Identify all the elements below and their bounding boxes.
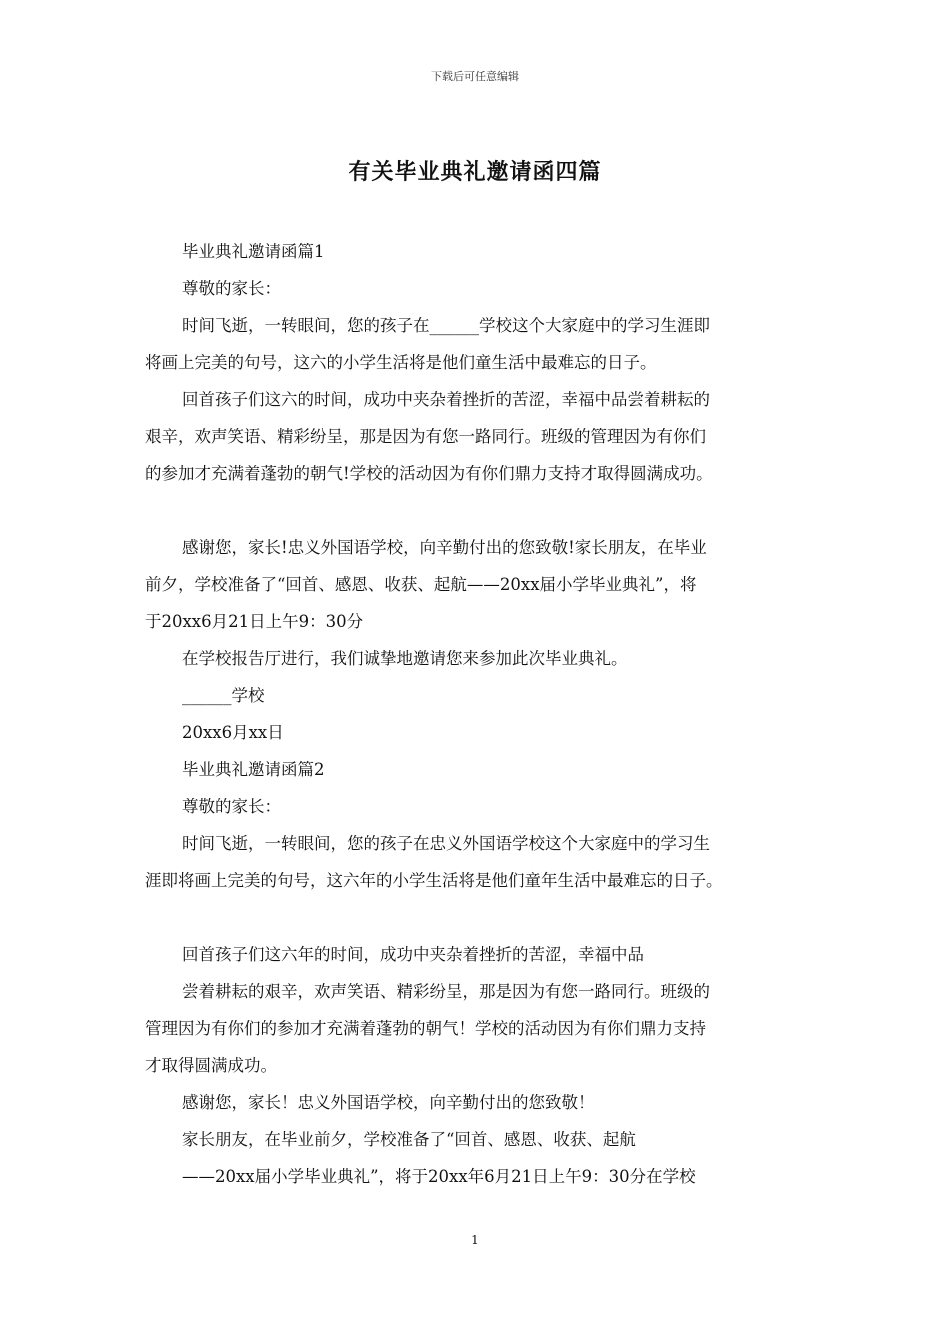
- section-heading-1: 毕业典礼邀请函篇1: [182, 242, 325, 261]
- document-body: [145, 233, 815, 1195]
- paragraph-line: 的参加才充满着蓬勃的朝气!学校的活动因为有你们鼎力支持才取得圆满成功。: [145, 464, 713, 483]
- section-heading-2: 毕业典礼邀请函篇2: [182, 760, 325, 779]
- paragraph-line: 艰辛，欢声笑语、精彩纷呈，那是因为有您一路同行。班级的管理因为有你们: [145, 427, 706, 446]
- paragraph-line: 感谢您，家长！忠义外国语学校，向辛勤付出的您致敬！: [182, 1093, 595, 1112]
- paragraph-line: 尝着耕耘的艰辛，欢声笑语、精彩纷呈，那是因为有您一路同行。班级的: [182, 982, 710, 1001]
- paragraph-line: 回首孩子们这六年的时间，成功中夹杂着挫折的苦涩，幸福中品: [182, 945, 644, 964]
- header-note: 下载后可任意编辑: [431, 70, 519, 83]
- blank-line: [145, 492, 815, 529]
- paragraph-line: 时间飞逝，一转眼间，您的孩子在忠义外国语学校这个大家庭中的学习生: [182, 834, 710, 853]
- salutation: 尊敬的家长：: [182, 797, 281, 816]
- salutation: 尊敬的家长：: [182, 279, 281, 298]
- paragraph-line: 时间飞逝，一转眼间，您的孩子在______学校这个大家庭中的学习生涯即: [182, 316, 710, 335]
- paragraph-line: 感谢您，家长!忠义外国语学校，向辛勤付出的您致敬!家长朋友，在毕业: [182, 538, 707, 557]
- paragraph-line: 于20xx6月21日上午9：30分: [145, 612, 364, 631]
- paragraph-line: 涯即将画上完美的句号，这六年的小学生活将是他们童年生活中最难忘的日子。: [145, 871, 723, 890]
- paragraph-line: 才取得圆满成功。: [145, 1056, 277, 1075]
- paragraph-line: 前夕，学校准备了“回首、感恩、收获、起航——20xx届小学毕业典礼”，将: [145, 575, 697, 594]
- blank-line: [145, 899, 815, 936]
- paragraph-line: 在学校报告厅进行，我们诚挚地邀请您来参加此次毕业典礼。: [182, 649, 628, 668]
- paragraph-line: 管理因为有你们的参加才充满着蓬勃的朝气！学校的活动因为有你们鼎力支持: [145, 1019, 706, 1038]
- paragraph-line: 回首孩子们这六的时间，成功中夹杂着挫折的苦涩，幸福中品尝着耕耘的: [182, 390, 710, 409]
- paragraph-line: 家长朋友，在毕业前夕，学校准备了“回首、感恩、收获、起航: [182, 1130, 636, 1149]
- paragraph-line: 将画上完美的句号，这六的小学生活将是他们童生活中最难忘的日子。: [145, 353, 657, 372]
- signature-school: ______学校: [182, 686, 265, 705]
- signature-date: 20xx6月xx日: [182, 723, 284, 742]
- page-number: 1: [471, 1233, 479, 1247]
- paragraph-line: ——20xx届小学毕业典礼”，将于20xx年6月21日上午9：30分在学校: [182, 1167, 696, 1186]
- document-title: 有关毕业典礼邀请函四篇: [348, 159, 602, 185]
